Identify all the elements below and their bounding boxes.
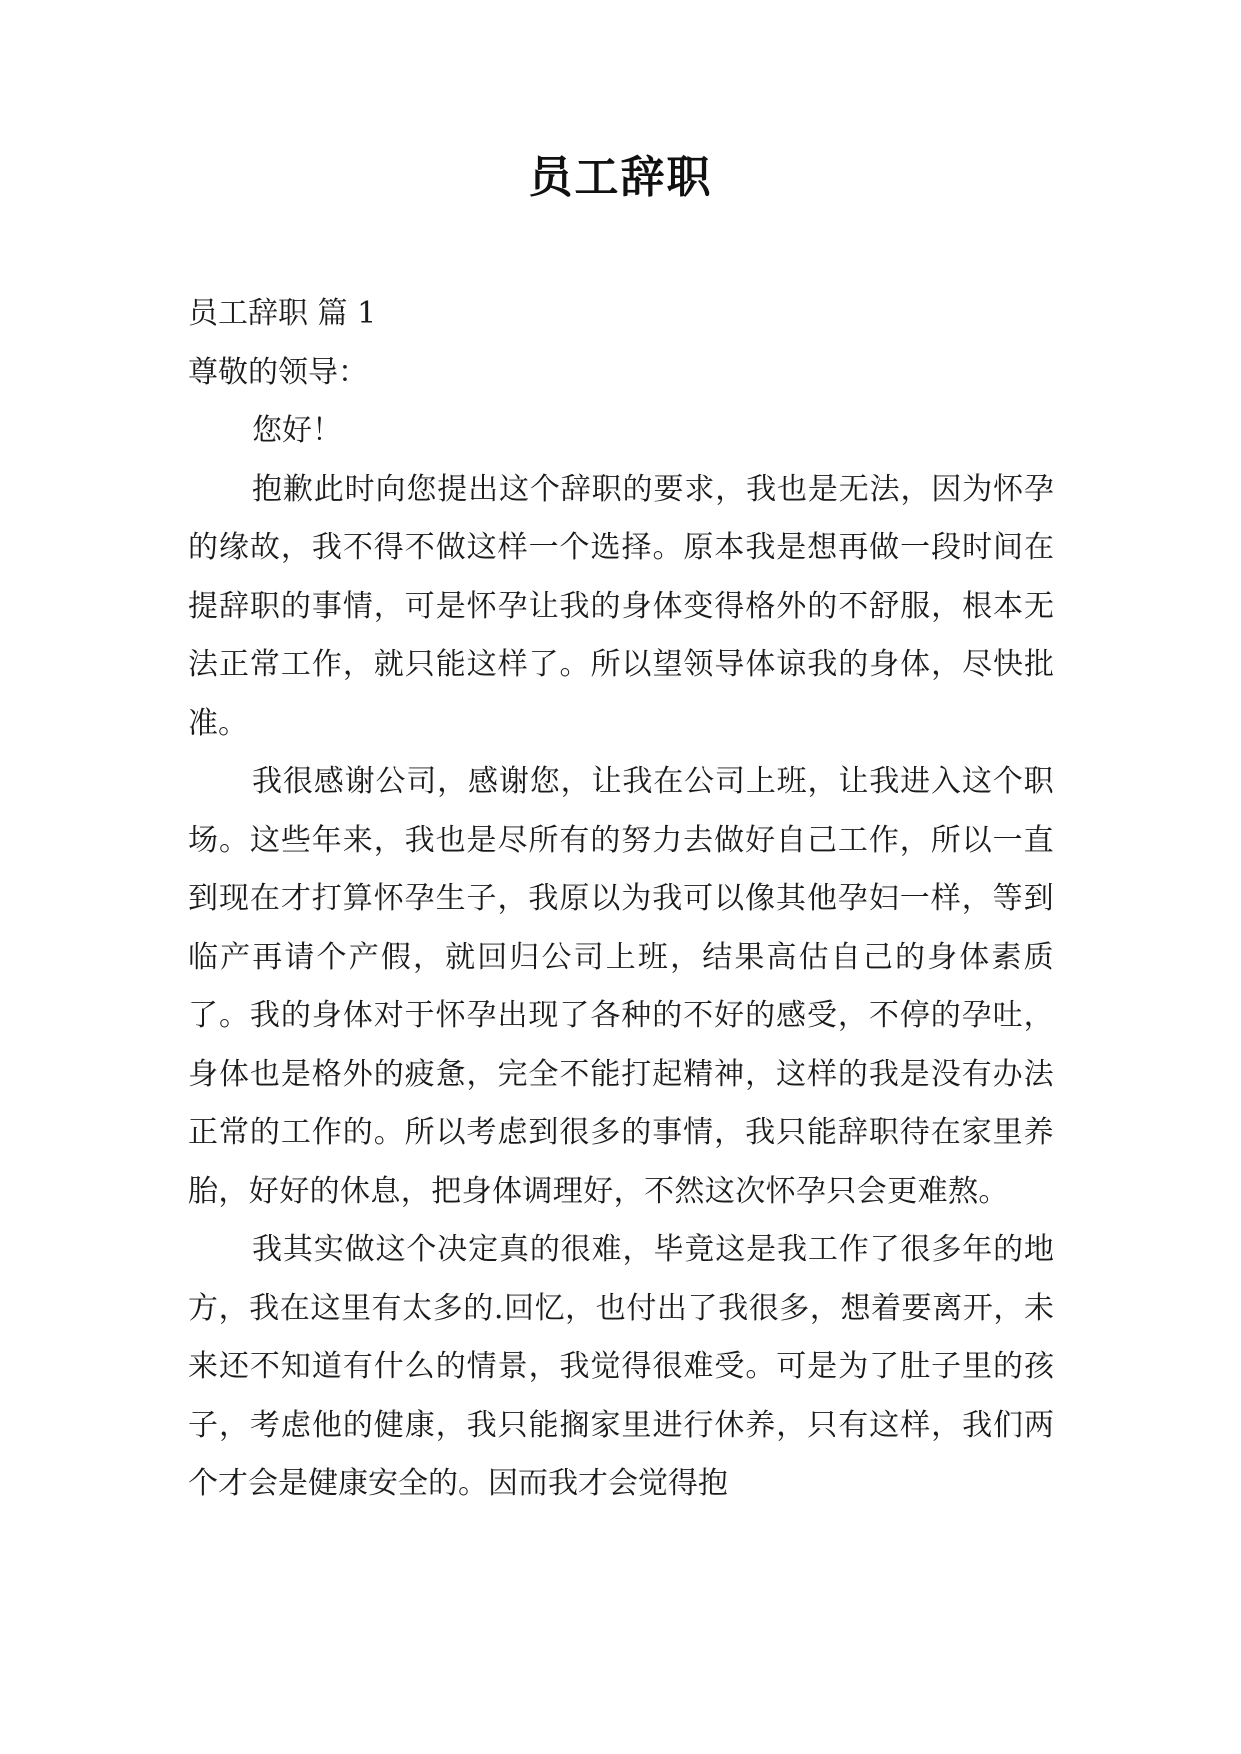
- section-heading: 员工辞职 篇 1: [188, 296, 377, 331]
- greeting: 您好！: [252, 413, 342, 448]
- paragraph-3: 我其实做这个决定真的很难，毕竟这是我工作了很多年的地方，我在这里有太多的.回忆，也付出了我很多，想着要离开，未来还不知道有什么的情景，我觉得很难受。可是为了肚子里的孩子，考虑他的健康，我只能搁家里进行休养，只有这样，我们两个才会是健康安全的。因而我才会觉得抱: [188, 1232, 1054, 1501]
- paragraph-1: 抱歉此时向您提出这个辞职的要求，我也是无法，因为怀孕的缘故，我不得不做这样一个选择。原本我是想再做一段时间在提辞职的事情，可是怀孕让我的身体变得格外的不舒服，根本无法正常工作，就只能这样了。所以望领导体谅我的身体，尽快批准。: [188, 471, 1054, 741]
- document-title: 员工辞职: [528, 152, 713, 203]
- salutation: 尊敬的领导：: [188, 354, 368, 390]
- document-body: [188, 285, 1054, 1514]
- paragraph-2: 我很感谢公司，感谢您，让我在公司上班，让我进入这个职场。这些年来，我也是尽所有的努力去做好自己工作，所以一直到现在才打算怀孕生子，我原以为我可以像其他孕妇一样，等到临产再请个产假，就回归公司上班，结果高估自己的身体素质了。我的身体对于怀孕出现了各种的不好的感受，不停的孕吐，身体也是格外的疲惫，完全不能打起精神，这样的我是没有办法正常的工作的。所以考虑到很多的事情，我只能辞职待在家里养胎，好好的休息，把身体调理好，不然这次怀孕只会更难熬。: [188, 764, 1054, 1209]
